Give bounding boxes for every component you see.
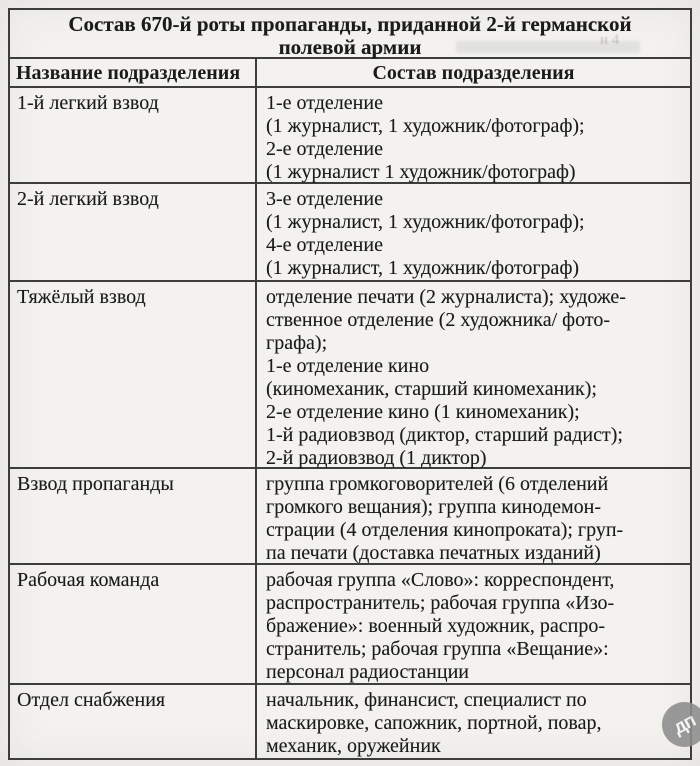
composition-line: рабочая группа «Слово»: корреспондент, [266, 569, 615, 591]
composition-line: странитель; рабочая группа «Вещание»: [266, 638, 609, 660]
watermark-text: дп [669, 709, 699, 739]
composition-line: (1 журналист, 1 художник/фотограф); [266, 115, 585, 137]
unit-name: 2-й легкий взвод [17, 188, 159, 210]
composition-cell [257, 184, 690, 280]
composition-line: распространитель; рабочая группа «Изо- [266, 592, 615, 614]
composition-line: 1-е отделение кино [266, 355, 430, 377]
composition-line: начальник, финансист, специалист по [266, 689, 587, 711]
composition-line: бражение»: военный художник, распро- [266, 615, 606, 637]
unit-name-cell [10, 88, 257, 182]
composition-line: (киномеханик, старший киномеханик); [266, 378, 597, 400]
table-title-line1: Состав 670-й роты пропаганды, приданной 2-й германской [68, 12, 632, 36]
table-header-row [10, 59, 690, 88]
unit-name-cell [10, 282, 257, 467]
table-row [10, 88, 690, 184]
composition-line: механик, оружейник [266, 735, 441, 757]
composition-line: (1 журналист, 1 художник/фотограф); [266, 211, 585, 233]
unit-name: Рабочая команда [17, 569, 160, 591]
composition-cell [257, 282, 690, 467]
composition-cell [257, 469, 690, 563]
composition-line: 3-е отделение [266, 188, 383, 210]
column-header-unit-name: Название подразделения [10, 59, 257, 86]
composition-line: маскировке, сапожник, портной, повар, [266, 712, 602, 734]
unit-name: Отдел снабжения [17, 689, 166, 711]
composition-line: 2-е отделение [266, 138, 383, 160]
unit-name-cell [10, 685, 257, 758]
composition-line: графа); [266, 332, 328, 354]
unit-name: Взвод пропаганды [17, 473, 174, 495]
composition-line: страции (4 отделения кинопроката); груп- [266, 519, 624, 541]
table-title-line2: полевой армии [278, 35, 422, 59]
composition-line: громкого вещания); группа кинодемон- [266, 496, 602, 518]
composition-line: 2-й радиовзвод (1 диктор) [266, 447, 487, 469]
composition-cell [257, 685, 690, 758]
table-row [10, 282, 690, 469]
composition-line: 1-е отделение [266, 92, 383, 114]
composition-line: 4-е отделение [266, 234, 383, 256]
unit-name-cell [10, 565, 257, 683]
watermark-logo [662, 702, 700, 747]
composition-line: (1 журналист, 1 художник/фотограф) [266, 257, 580, 279]
composition-line: 1-й радиовзвод (диктор, старший радист); [266, 424, 623, 446]
unit-name-cell [10, 184, 257, 280]
unit-name-cell [10, 469, 257, 563]
table-title [10, 10, 690, 59]
unit-name: Тяжёлый взвод [17, 286, 146, 308]
composition-line: отделение печати (2 журналиста); художе- [266, 286, 626, 308]
composition-line: 2-е отделение кино (1 киномеханик); [266, 401, 580, 423]
composition-line: персонал радиостанции [266, 661, 469, 683]
scan-artifact-text: и 4 [600, 32, 620, 48]
composition-cell [257, 565, 690, 683]
table-row [10, 565, 690, 685]
column-header-composition: Состав подразделения [372, 62, 575, 84]
unit-name: 1-й легкий взвод [17, 92, 159, 114]
table-row [10, 685, 690, 758]
composition-cell [257, 88, 690, 182]
composition-line: па печати (доставка печатных изданий) [266, 542, 601, 564]
composition-line: (1 журналист 1 художник/фотограф) [266, 161, 576, 183]
table-row [10, 469, 690, 565]
composition-table [8, 8, 692, 760]
table-row [10, 184, 690, 282]
composition-line: группа громкоговорителей (6 отделений [266, 473, 609, 495]
composition-line: ственное отделение (2 художника/ фото- [266, 309, 610, 331]
